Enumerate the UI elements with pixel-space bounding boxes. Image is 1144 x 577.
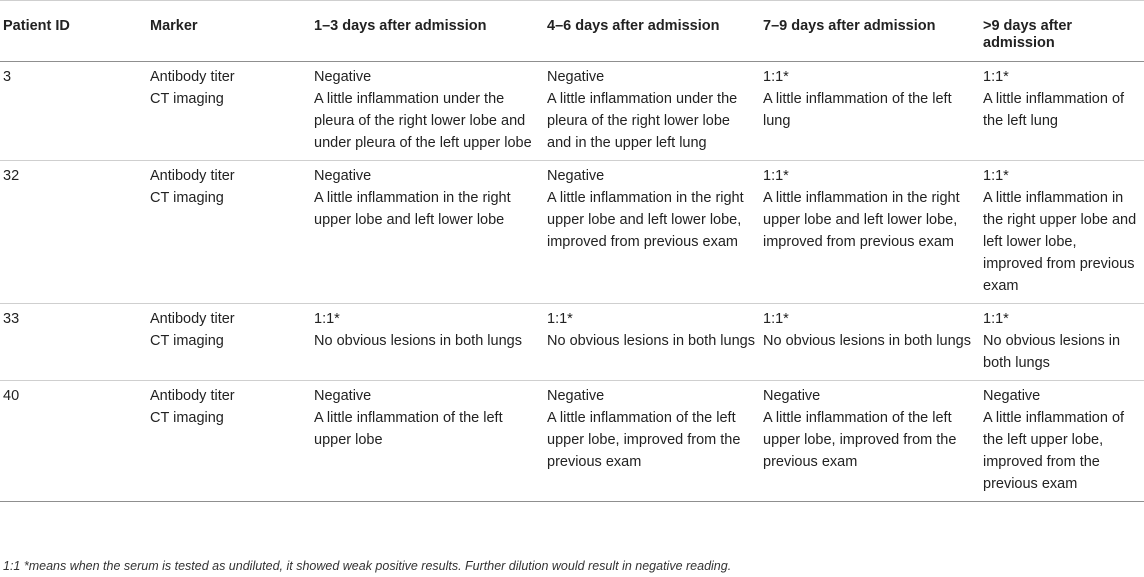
value-cell: A little inflammation of the left upper lobe	[311, 407, 544, 502]
value-cell: Negative	[763, 388, 821, 404]
value-cell: A little inflammation of the left lung	[760, 88, 980, 161]
patient-id-cell	[0, 407, 147, 502]
value-cell: A little inflammation of the left upper lobe, improved from the previous exam	[980, 407, 1144, 502]
value-cell: Negative	[547, 69, 605, 85]
table-row	[0, 407, 1144, 502]
value-cell: Negative	[314, 69, 372, 85]
marker-cell: CT imaging	[147, 88, 311, 161]
value-cell: A little inflammation of the left upper lobe, improved from the previous exam	[544, 407, 760, 502]
marker-cell: CT imaging	[147, 187, 311, 304]
table-row	[0, 187, 1144, 304]
marker-cell: Antibody titer	[150, 69, 235, 85]
value-cell: 1:1*	[763, 168, 789, 184]
value-cell: Negative	[314, 168, 372, 184]
patient-id-cell: 32	[3, 168, 20, 184]
table-row	[0, 330, 1144, 381]
value-cell: A little inflammation in the right upper lobe and left lower lobe, improved from previous exam	[980, 187, 1144, 304]
table-row	[0, 381, 1144, 408]
value-cell: 1:1*	[547, 311, 573, 327]
header-marker: Marker	[147, 1, 311, 62]
value-cell: 1:1*	[763, 311, 789, 327]
marker-cell: Antibody titer	[150, 388, 235, 404]
value-cell: No obvious lesions in both lungs	[980, 330, 1144, 381]
header-days-over-9: >9 days after admission	[980, 1, 1144, 62]
marker-cell: Antibody titer	[150, 168, 235, 184]
table-footnote: 1:1 *means when the serum is tested as undiluted, it showed weak positive results. Further dilution would result in negative reading.	[3, 559, 732, 573]
table-row	[0, 161, 1144, 188]
value-cell: Negative	[314, 388, 372, 404]
table-header	[0, 1, 1144, 62]
header-days-7-9: 7–9 days after admission	[760, 1, 980, 62]
header-days-1-3: 1–3 days after admission	[311, 1, 544, 62]
value-cell: Negative	[547, 388, 605, 404]
header-row	[0, 1, 1144, 62]
value-cell: 1:1*	[983, 168, 1009, 184]
table-row	[0, 304, 1144, 331]
value-cell: No obvious lesions in both lungs	[544, 330, 760, 381]
value-cell: A little inflammation of the left upper lobe, improved from the previous exam	[760, 407, 980, 502]
value-cell: A little inflammation in the right upper lobe and left lower lobe, improved from previous exam	[544, 187, 760, 304]
patient-id-cell: 3	[3, 69, 12, 85]
header-days-4-6: 4–6 days after admission	[544, 1, 760, 62]
value-cell: A little inflammation in the right upper lobe and left lower lobe	[311, 187, 544, 304]
patient-id-cell: 33	[3, 311, 20, 327]
value-cell: 1:1*	[763, 69, 789, 85]
patient-id-cell: 40	[3, 388, 20, 404]
table-row	[0, 88, 1144, 161]
table-row	[0, 62, 1144, 89]
value-cell: 1:1*	[314, 311, 340, 327]
marker-cell: CT imaging	[147, 407, 311, 502]
patient-id-cell	[0, 187, 147, 304]
patient-id-cell	[0, 88, 147, 161]
patient-id-cell	[0, 330, 147, 381]
header-patient-id: Patient ID	[0, 1, 147, 62]
value-cell: No obvious lesions in both lungs	[311, 330, 544, 381]
marker-cell: Antibody titer	[150, 311, 235, 327]
marker-cell: CT imaging	[147, 330, 311, 381]
value-cell: 1:1*	[983, 311, 1009, 327]
value-cell: Negative	[547, 168, 605, 184]
value-cell: 1:1*	[983, 69, 1009, 85]
value-cell: A little inflammation of the left lung	[980, 88, 1144, 161]
value-cell: A little inflammation under the pleura of the right lower lobe and in the upper left lung	[544, 88, 760, 161]
value-cell: No obvious lesions in both lungs	[760, 330, 980, 381]
value-cell: Negative	[983, 388, 1041, 404]
table-body	[0, 62, 1144, 502]
value-cell: A little inflammation in the right upper lobe and left lower lobe, improved from previous exam	[760, 187, 980, 304]
value-cell: A little inflammation under the pleura of the right lower lobe and under pleura of the left upper lobe	[311, 88, 544, 161]
